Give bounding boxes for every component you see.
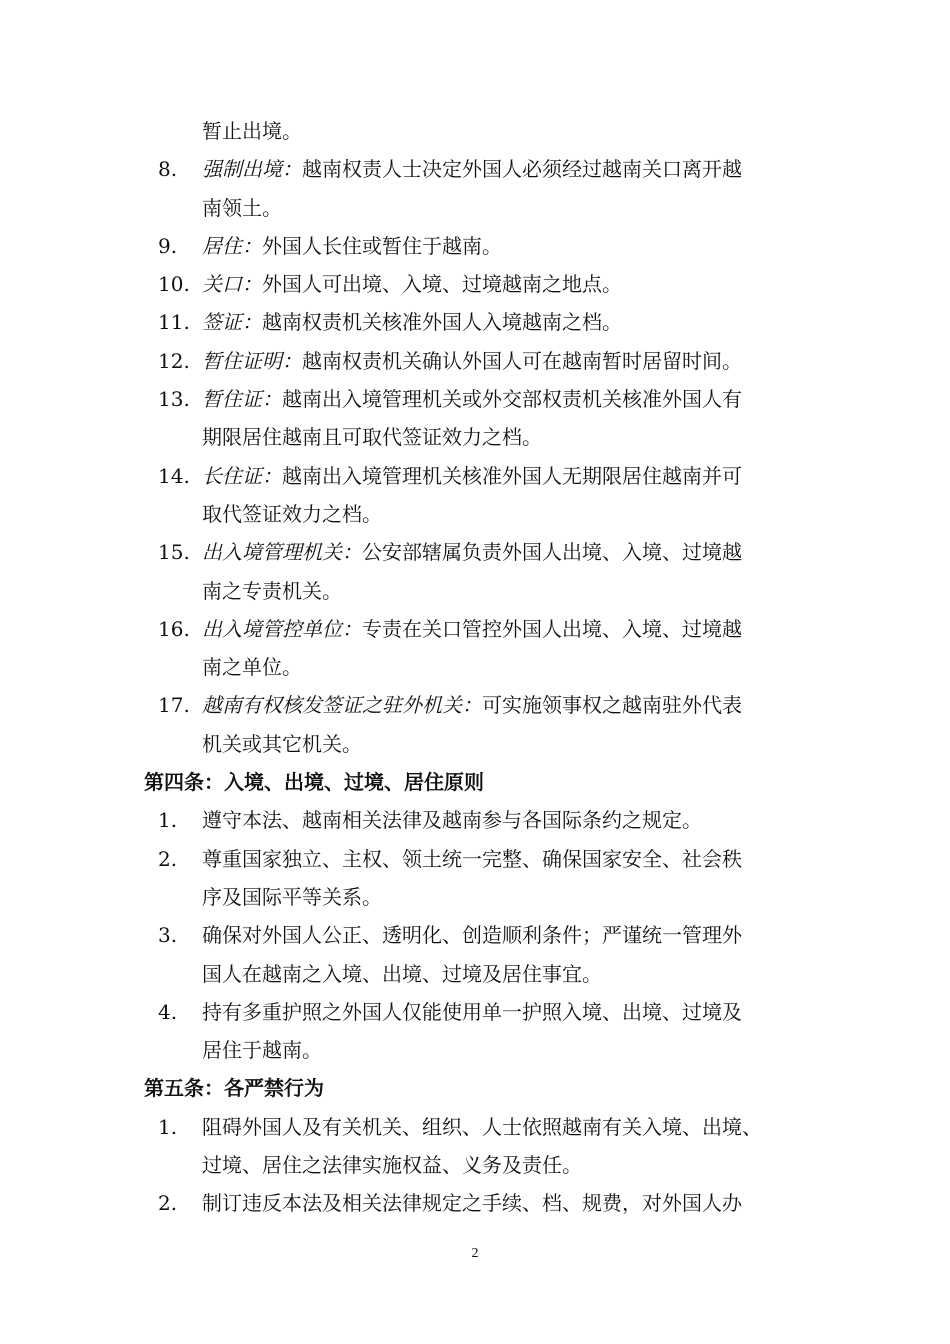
list-item: [0, 265, 950, 303]
list-item-body: [202, 265, 622, 303]
defined-term: 暂住证明：: [202, 348, 302, 373]
list-item-body: [202, 227, 502, 265]
list-item-number: 17.: [158, 693, 190, 718]
defined-term: 关口：: [202, 272, 262, 297]
list-item-continuation: [0, 112, 950, 150]
list-item: [0, 610, 950, 648]
page-content: [0, 112, 950, 1223]
definition-text: 越南出入境管理机关核准外国人无期限居住越南并可: [282, 463, 742, 488]
list-item-body: [202, 686, 742, 724]
list-item-body: [202, 342, 742, 380]
list-item: [0, 840, 950, 878]
definition-text: 尊重国家独立、主权、领土统一完整、确保国家安全、社会秩: [202, 846, 742, 871]
defined-term: 出入境管理机关：: [202, 540, 362, 565]
list-item-number: 10.: [158, 272, 190, 297]
list-item-continuation: [0, 495, 950, 533]
list-item-body: [202, 150, 742, 188]
list-item: [0, 150, 950, 188]
list-item-number: 1.: [158, 808, 178, 833]
list-item-continuation: [0, 955, 950, 993]
section-heading-text: 第五条：各严禁行为: [144, 1076, 324, 1101]
definition-text: 外国人可出境、入境、过境越南之地点。: [262, 272, 622, 297]
list-item-continuation: [0, 1031, 950, 1069]
defined-term: 越南有权核发签证之驻外机关：: [202, 693, 482, 718]
list-item-body: [202, 993, 742, 1031]
continuation-text: 国人在越南之入境、出境、过境及居住事宜。: [202, 961, 602, 986]
list-item-number: 3.: [158, 923, 178, 948]
list-item: [0, 533, 950, 571]
list-item-number: 16.: [158, 616, 190, 641]
definition-text: 越南出入境管理机关或外交部权责机关核准外国人有: [282, 387, 742, 412]
defined-term: 暂住证：: [202, 387, 282, 412]
definition-text: 越南权责机关确认外国人可在越南暂时居留时间。: [302, 348, 742, 373]
list-item: [0, 1184, 950, 1222]
continuation-text: 南之单位。: [202, 655, 302, 680]
continuation-text: 期限居住越南且可取代签证效力之档。: [202, 425, 542, 450]
list-item-continuation: [0, 1146, 950, 1184]
list-item: [0, 1108, 950, 1146]
definition-text: 越南权责机关核准外国人入境越南之档。: [262, 310, 622, 335]
list-item-continuation: [0, 648, 950, 686]
definition-text: 确保对外国人公正、透明化、创造顺利条件；严谨统一管理外: [202, 923, 742, 948]
list-item-number: 14.: [158, 463, 190, 488]
definition-text: 越南权责人士决定外国人必须经过越南关口离开越: [302, 157, 742, 182]
list-item: [0, 993, 950, 1031]
continuation-text: 过境、居住之法律实施权益、义务及责任。: [202, 1153, 582, 1178]
list-item-body: [202, 1108, 762, 1146]
list-item-body: [202, 610, 742, 648]
definition-text: 遵守本法、越南相关法律及越南参与各国际条约之规定。: [202, 808, 702, 833]
definition-text: 可实施领事权之越南驻外代表: [482, 693, 742, 718]
list-item-continuation: [0, 418, 950, 456]
list-item-body: [202, 840, 742, 878]
list-item-number: 9.: [158, 233, 178, 258]
definition-text: 公安部辖属负责外国人出境、入境、过境越: [362, 540, 742, 565]
definition-text: 专责在关口管控外国人出境、入境、过境越: [362, 616, 742, 641]
list-item-body: [202, 801, 702, 839]
list-item-body: [202, 380, 742, 418]
list-item-body: [202, 916, 742, 954]
list-item-number: 12.: [158, 348, 190, 373]
list-item-body: [202, 457, 742, 495]
list-item-continuation: [0, 878, 950, 916]
continuation-text: 取代签证效力之档。: [202, 501, 382, 526]
defined-term: 居住：: [202, 233, 262, 258]
list-item-number: 15.: [158, 540, 190, 565]
continuation-text: 南领土。: [202, 195, 282, 220]
list-item-number: 2.: [158, 846, 178, 871]
defined-term: 强制出境：: [202, 157, 302, 182]
list-item-continuation: [0, 572, 950, 610]
definition-text: 外国人长住或暂住于越南。: [262, 233, 502, 258]
list-item-body: [202, 533, 742, 571]
definition-text: 持有多重护照之外国人仅能使用单一护照入境、出境、过境及: [202, 999, 742, 1024]
defined-term: 签证：: [202, 310, 262, 335]
section-heading: [0, 1069, 950, 1107]
list-item-number: 2.: [158, 1191, 178, 1216]
definition-text: 制订违反本法及相关法律规定之手续、档、规费，对外国人办: [202, 1191, 742, 1216]
list-item: [0, 380, 950, 418]
list-item-body: [202, 303, 622, 341]
list-item-continuation: [0, 725, 950, 763]
continuation-text: 居住于越南。: [202, 1038, 322, 1063]
list-item: [0, 303, 950, 341]
section-heading: [0, 763, 950, 801]
list-item: [0, 916, 950, 954]
continuation-text: 南之专责机关。: [202, 578, 342, 603]
section-heading-text: 第四条：入境、出境、过境、居住原则: [144, 770, 484, 795]
continuation-text: 序及国际平等关系。: [202, 884, 382, 909]
list-item-number: 13.: [158, 387, 190, 412]
defined-term: 长住证：: [202, 463, 282, 488]
list-item: [0, 801, 950, 839]
list-item-continuation: [0, 189, 950, 227]
list-item: [0, 686, 950, 724]
list-item-number: 4.: [158, 999, 178, 1024]
list-item: [0, 342, 950, 380]
list-item: [0, 227, 950, 265]
defined-term: 出入境管控单位：: [202, 616, 362, 641]
continuation-text: 机关或其它机关。: [202, 731, 362, 756]
list-item-number: 11.: [158, 310, 190, 335]
list-item-number: 1.: [158, 1114, 178, 1139]
list-item: [0, 457, 950, 495]
continuation-text: 暂止出境。: [202, 119, 302, 143]
definition-text: 阻碍外国人及有关机关、组织、人士依照越南有关入境、出境、: [202, 1114, 762, 1139]
page-number: 2: [471, 1246, 479, 1261]
list-item-number: 8.: [158, 157, 178, 182]
list-item-body: [202, 1184, 742, 1222]
